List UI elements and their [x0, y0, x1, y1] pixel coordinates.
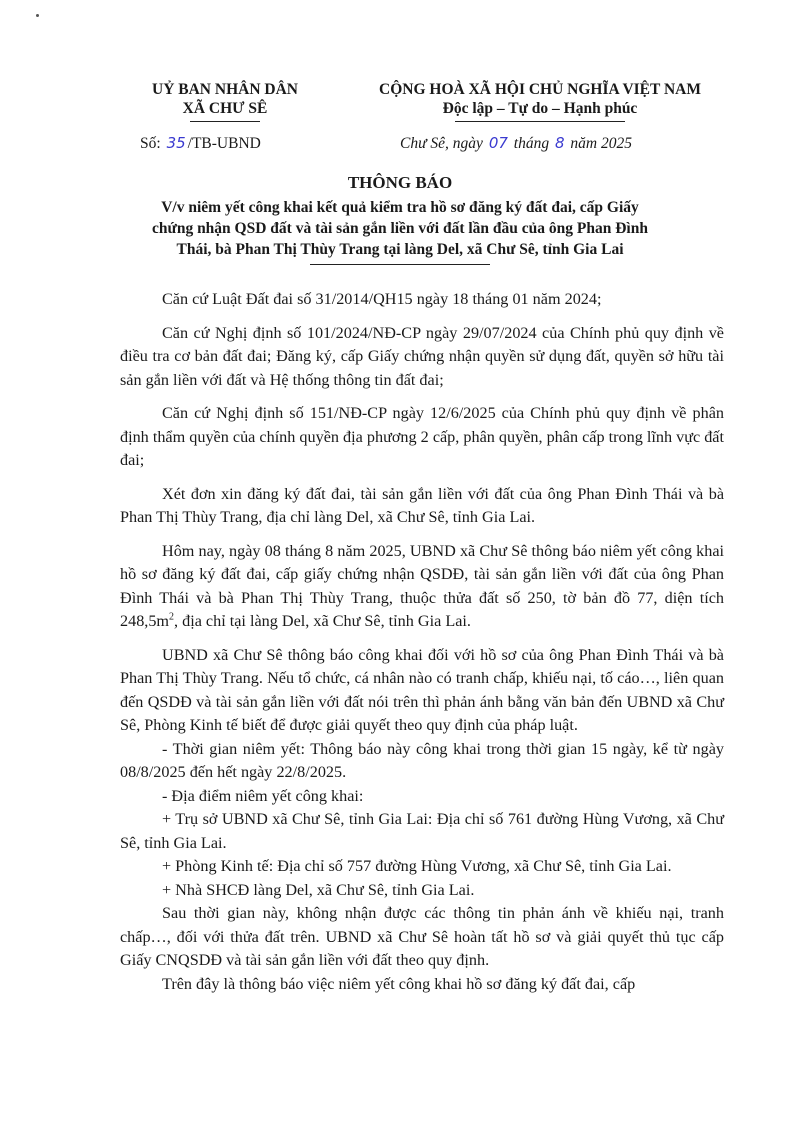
paragraph-legal-basis-2: Căn cứ Nghị định số 101/2024/NĐ-CP ngày 29/07/2024 của Chính phủ quy định về điều tra cơ bản đất đai; Đăng ký, cấp Giấy chứng nhận quyền sử dụng đất, quyền sở hữu tài sản gắn liền với đất và Hệ thống thông tin đất đai;: [120, 323, 724, 389]
agency-underline: [190, 121, 260, 122]
location-economic-office: + Phòng Kinh tế: Địa chỉ số 757 đường Hùng Vương, xã Chư Sê, tỉnh Gia Lai.: [162, 857, 672, 875]
paragraph-application: Xét đơn xin đăng ký đất đai, tài sản gắn liền với đất của ông Phan Đình Thái và bà Phan Thị Thùy Trang, địa chỉ làng Del, xã Chư Sê, tỉnh Gia Lai.: [120, 484, 724, 526]
date-month: 8: [554, 134, 565, 152]
doc-number-prefix: Số:: [140, 135, 161, 152]
location-community-house: + Nhà SHCĐ làng Del, xã Chư Sê, tỉnh Gia Lai.: [162, 880, 475, 899]
area-unit-superscript: 2: [169, 611, 175, 623]
paragraph-closing: Trên đây là thông báo việc niêm yết công khai hồ sơ đăng ký đất đai, cấp: [162, 974, 636, 993]
paragraph-legal-basis-3: Căn cứ Nghị định số 151/NĐ-CP ngày 12/6/2025 của Chính phủ quy định về phân định thẩm quyền của chính quyền địa phương 2 cấp, phân quyền, phân cấp trong lĩnh vực đất đai;: [120, 404, 724, 469]
nation-line-1: CỘNG HOÀ XÃ HỘI CHỦ NGHĨA VIỆT NAM: [379, 81, 701, 98]
paragraph-announcement: [120, 540, 724, 634]
document-subtitle: [150, 197, 650, 265]
motto-underline: [455, 121, 625, 122]
date-year: năm 2025: [570, 135, 632, 152]
nation-line-2: Độc lập – Tự do – Hạnh phúc: [442, 100, 638, 117]
date-day: 07: [488, 134, 508, 152]
scan-speck: [36, 14, 39, 17]
issuing-agency: [120, 80, 330, 122]
subtitle-underline: [310, 264, 490, 265]
national-motto: [340, 80, 740, 122]
announcement-text: Hôm nay, ngày 08 tháng 8 năm 2025, UBND xã Chư Sê thông báo niêm yết công khai hồ sơ đăng ký đất đai, cấp giấy chứng nhận QSDĐ, tài sản gắn liền với đất của ông Phan Đình Thái và bà Phan Thị Thùy Trang, thuộc thửa đất số 250, tờ bản đồ 77, diện tích 248,5m: [120, 541, 724, 630]
doc-number-suffix: /TB-UBND: [187, 135, 261, 152]
document-body: [120, 288, 724, 996]
paragraph-disclosure: UBND xã Chư Sê thông báo công khai đối với hồ sơ của ông Phan Đình Thái và bà Phan Thị Thùy Trang. Nếu tổ chức, cá nhân nào có tranh chấp, khiếu nại, tố cáo…, liên quan đến QSDĐ và tài sản gắn liền với đất nói trên thì phản ánh bằng văn bản đến UBND xã Chư Sê, Phòng Kinh tế biết để được giải quyết theo quy định của pháp luật.: [120, 645, 724, 734]
agency-line-2: XÃ CHƯ SÊ: [182, 100, 268, 117]
issue-date: [400, 134, 632, 153]
paragraph-posting-period: - Thời gian niêm yết: Thông báo này công khai trong thời gian 15 ngày, kể từ ngày 08/8/2025 đến hết ngày 22/8/2025.: [120, 739, 724, 781]
announcement-text-end: , địa chỉ tại làng Del, xã Chư Sê, tỉnh Gia Lai.: [174, 612, 471, 630]
paragraph-after-period: Sau thời gian này, không nhận được các thông tin phản ánh về khiếu nại, tranh chấp…, đối với thửa đất trên. UBND xã Chư Sê hoàn tất hồ sơ và giải quyết thủ tục cấp Giấy CNQSDĐ và tài sản gắn liền với đất theo quy định.: [120, 904, 724, 969]
doc-number-handwritten: 35: [166, 134, 186, 152]
paragraph-posting-locations: - Địa điểm niêm yết công khai:: [162, 786, 364, 805]
subtitle-text: V/v niêm yết công khai kết quả kiểm tra hồ sơ đăng ký đất đai, cấp Giấy chứng nhận QSD đất và tài sản gắn liền với đất lần đầu của ông Phan Đình Thái, bà Phan Thị Thùy Trang tại làng Del, xã Chư Sê, tỉnh Gia Lai: [152, 199, 648, 258]
document-number: [140, 134, 261, 153]
date-place: Chư Sê, ngày: [400, 135, 483, 152]
location-commune-office: + Trụ sở UBND xã Chư Sê, tỉnh Gia Lai: Địa chỉ số 761 đường Hùng Vương, xã Chư Sê, tỉnh Gia Lai.: [120, 810, 724, 852]
paragraph-legal-basis-1: Căn cứ Luật Đất đai số 31/2014/QH15 ngày 18 tháng 01 năm 2024;: [162, 290, 602, 308]
document-title: THÔNG BÁO: [347, 173, 453, 192]
agency-line-1: UỶ BAN NHÂN DÂN: [152, 81, 298, 98]
date-month-label: tháng: [513, 135, 550, 152]
